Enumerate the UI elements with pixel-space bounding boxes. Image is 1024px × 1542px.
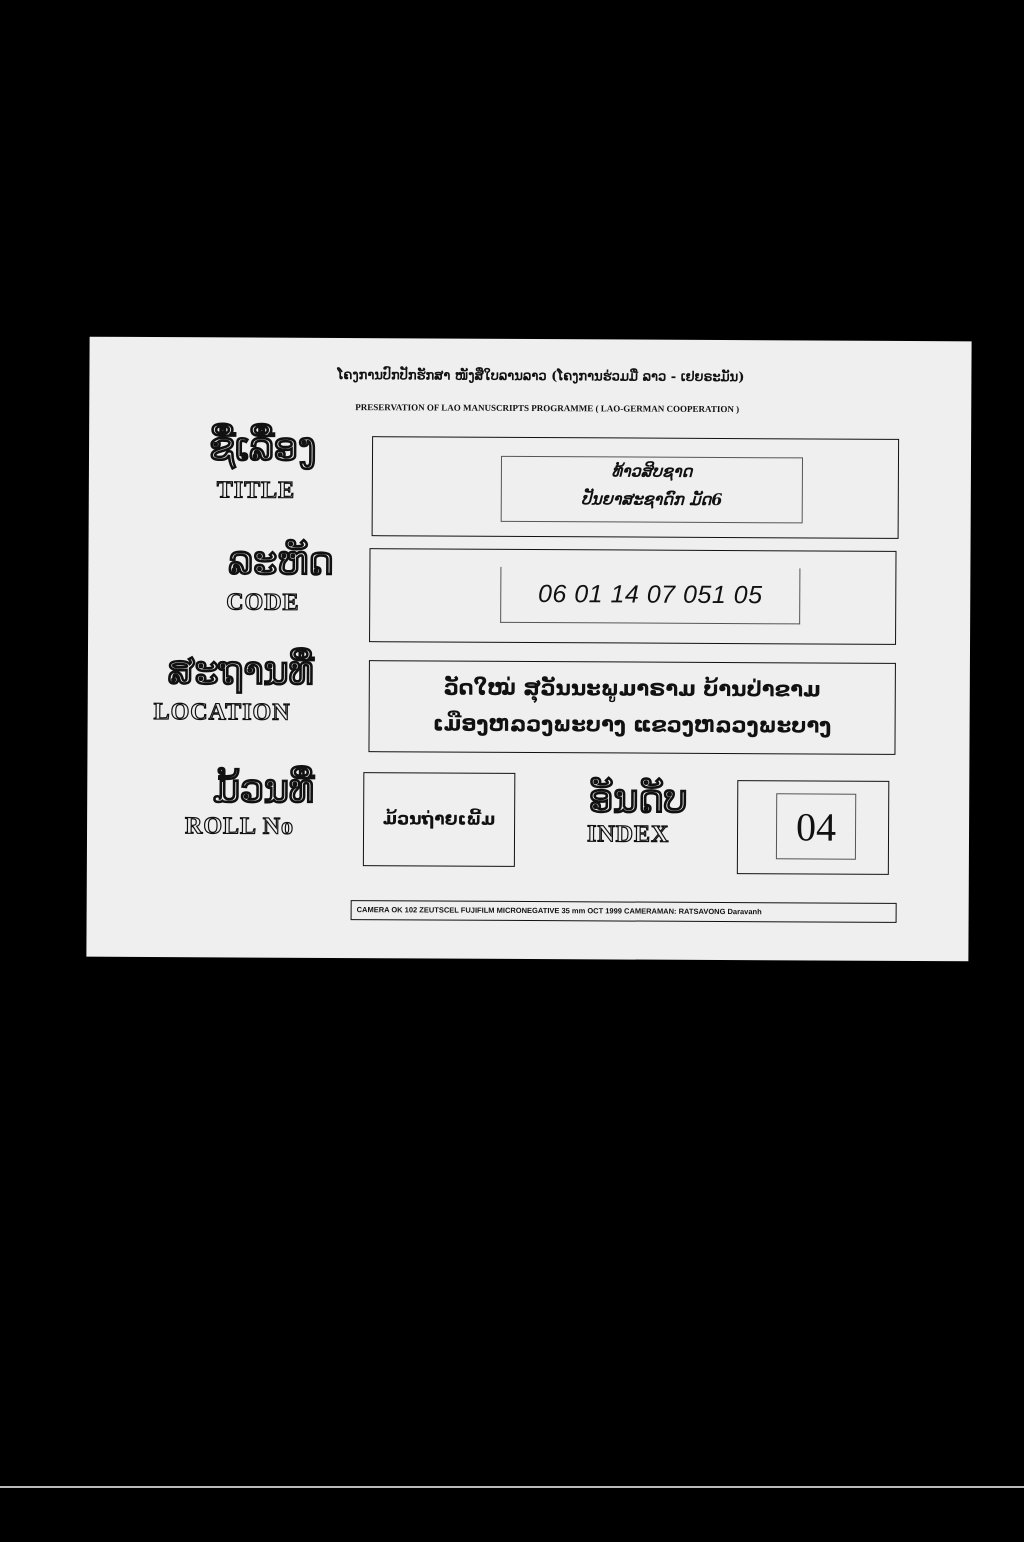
location-value-line2: ເມືອງຫລວງພະບາງ ແຂວງຫລວງພະບາງ: [432, 711, 832, 738]
code-value: 06 01 14 07 051 05: [537, 580, 763, 610]
title-inner-box: [501, 456, 803, 524]
code-box: [369, 548, 896, 645]
code-inner-box: [500, 567, 800, 625]
index-value: 04: [795, 804, 837, 850]
location-label-en: LOCATION: [153, 699, 291, 726]
camera-footer: CAMERA OK 102 ZEUTSCEL FUJIFILM MICRONEGATIVE 35 mm OCT 1999 CAMERAMAN: RATSAVONG Daravanh: [351, 900, 897, 923]
location-box: [368, 660, 895, 755]
index-inner-box: [776, 793, 856, 859]
roll-label-lao: ມ້ວນທີ່: [213, 765, 315, 811]
location-label-lao: ສະຖານທີ່: [167, 647, 314, 693]
header-english: PRESERVATION OF LAO MANUSCRIPTS PROGRAMME ( LAO-GERMAN COOPERATION ): [355, 402, 740, 415]
title-label-en: TITLE: [216, 477, 296, 504]
roll-box: [363, 772, 515, 867]
code-label-en: CODE: [226, 589, 300, 616]
roll-value: ມ້ວນຖ່າຍເພີ້ມ: [382, 809, 496, 830]
catalog-card: [86, 337, 971, 962]
code-label-lao: ລະຫັດ: [228, 537, 334, 583]
title-label-lao: ຊື່ເລື່ອງ: [208, 423, 317, 469]
title-value-line1: ທ້າວສິບຊາດ: [611, 461, 693, 481]
index-label-en: INDEX: [586, 821, 670, 848]
roll-label-en: ROLL No: [184, 813, 295, 840]
header-lao: ໂຄງການປົກປັກຮັກສາ ໜັງສືໃບລານລາວ (ໂຄງການຮ່ວມມື ລາວ - ເຢຍຣະມັນ): [337, 367, 745, 386]
index-label-lao: ອັນດັບ: [589, 775, 688, 821]
index-box: [737, 780, 889, 875]
title-value-line2: ປັນຍາສະຊາດົກ ມັດ6: [581, 489, 723, 510]
location-value-line1: ວັດໃໝ່ ສຸວັນນະພູມາຣາມ ບ້ານປ່າຂາມ: [443, 675, 821, 702]
film-edge-line: [0, 1486, 1024, 1488]
title-box: [372, 436, 900, 539]
